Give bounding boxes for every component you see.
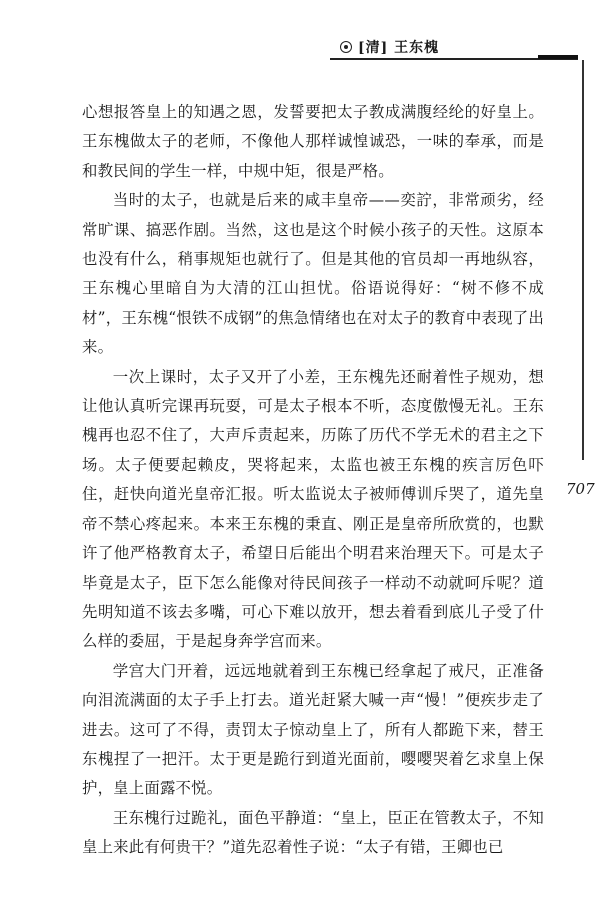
running-header — [340, 36, 439, 58]
page-number: 707 — [566, 480, 595, 498]
paragraph: 一次上课时，太子又开了小差，王东槐先还耐着性子规劝，想让他认真听完课再玩耍，可是太子根本不听，态度傲慢无礼。王东槐再也忍不住了，大声斥责起来，历陈了历代不学无术的君主之下场。太子便要起赖皮，哭将起来，太监也被王东槐的疾言厉色吓住，赶快向道光皇帝汇报。听太监说太子被师傅训斥哭了，道先皇帝不禁心疼起来。本来王东槐的秉直、刚正是皇帝所欣赏的，也默许了他严格教育太子，希望日后能出个明君来治理天下。可是太子毕竟是太子，臣下怎么能像对待民间孩子一样动不动就呵斥呢？道先明知道不该去多嘴，可心下难以放开，想去着看到底儿子受了什么样的委屈，于是起身奔学宫而来。 — [82, 367, 544, 651]
circle-bullet-icon — [340, 41, 352, 53]
header-title: [清] 王东槐 — [358, 40, 440, 56]
paragraph: 心想报答皇上的知遇之恩，发誓要把太子教成满腹经纶的好皇上。王东槐做太子的老师，不像他人那样诚惶诚恐，一味的奉承，而是和教民间的学生一样，中规中矩，很是严格。 — [82, 103, 544, 180]
body-text — [82, 98, 544, 863]
paragraph: 学宫大门开着，远远地就着到王东槐已经拿起了戒尺，正准备向泪流满面的太子手上打去。道光赶紧大喊一声“慢！”便疾步走了进去。这可了不得，责罚太子惊动皇上了，所有人都跪下来，替王东槐捏了一把汗。太于更是跪行到道光面前，嘤嘤哭着乞求皇上保护，皇上面露不悦。 — [82, 661, 544, 798]
paragraph: 王东槐行过跪礼，面色平静道：“皇上，臣正在管教太子，不知皇上来此有何贵干？”道先忍着性子说：“太子有错，王卿也已 — [82, 808, 544, 857]
margin-rule — [582, 60, 584, 460]
paragraph: 当时的太子，也就是后来的咸丰皇帝——奕詝，非常顽劣，经常旷课、搞恶作剧。当然，这也是这个时候小孩子的天性。这原本也没有什么，稍事规矩也就行了。但是其他的官员却一再地纵容，王东槐心里暗自为大清的江山担忧。俗语说得好：“树不修不成材”，王东槐“恨铁不成钢”的焦急情绪也在对太子的教育中表现了出来。 — [82, 191, 544, 357]
header-rule-accent — [538, 55, 578, 59]
